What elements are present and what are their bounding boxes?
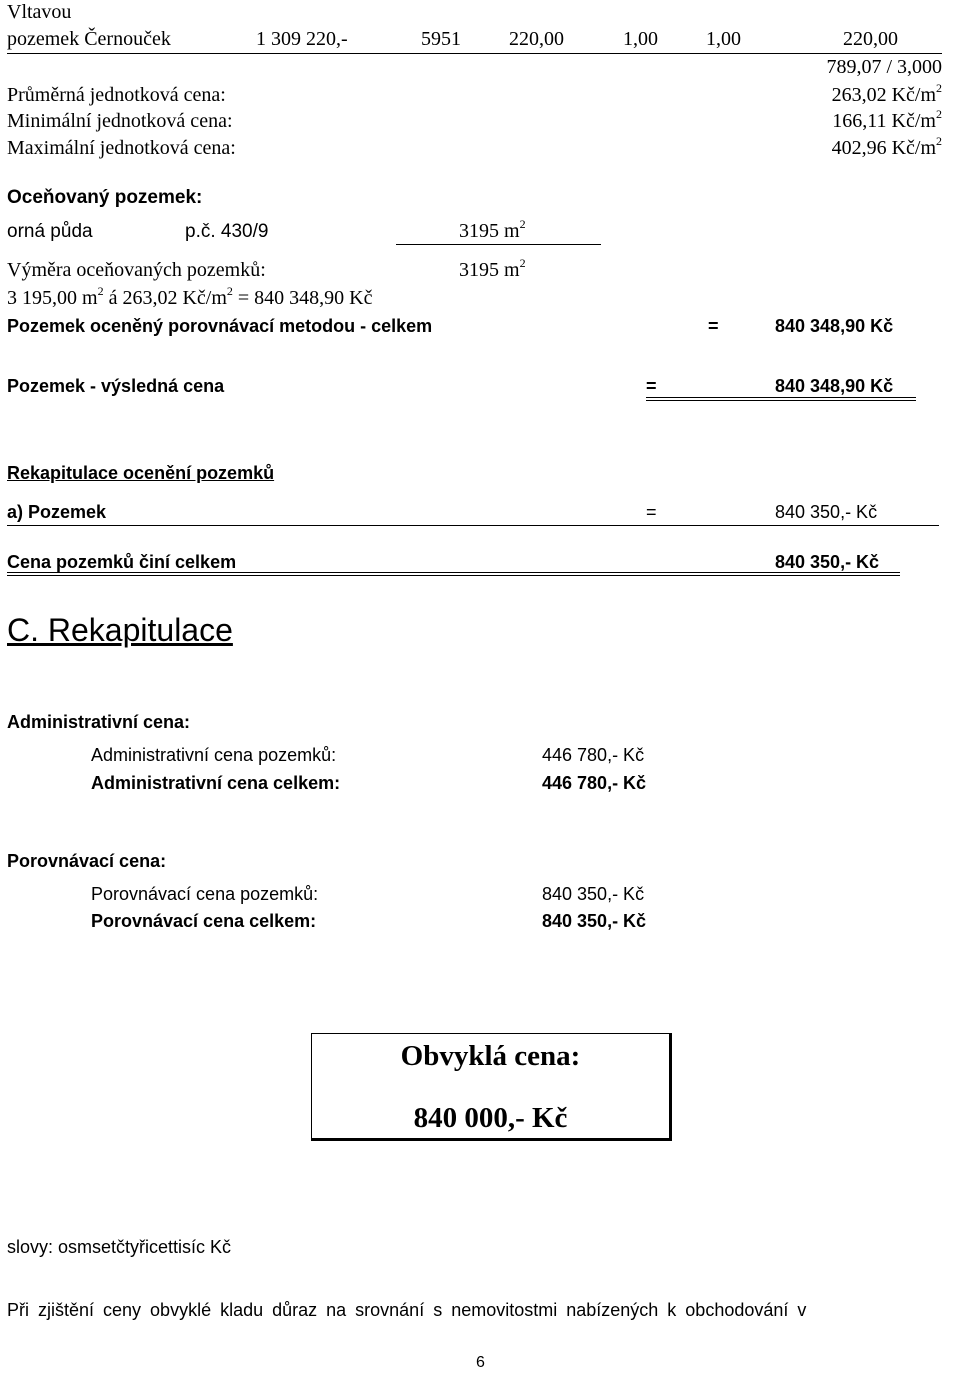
- avg-price-label: Průměrná jednotková cena:: [7, 84, 226, 106]
- area-total-value: 3195 $m^2$: [459, 256, 526, 281]
- comparative-heading: Porovnávací cena:: [7, 851, 167, 871]
- land-recap-sum-underline-1: [7, 572, 900, 573]
- comparative-total-eq: =: [708, 316, 719, 336]
- amount-in-words: slovy: osmsetčtyřicettisíc Kč: [7, 1237, 232, 1257]
- admin-land-value: 446 780,- Kč: [542, 745, 645, 765]
- comparison-row-k1: 1,00: [623, 28, 658, 50]
- valued-land-heading: Oceňovaný pozemek:: [7, 187, 203, 208]
- sum-ratio: 789,07 / 3,000: [826, 56, 942, 78]
- page-number: 6: [476, 1354, 485, 1371]
- land-recap-divider: [7, 525, 939, 526]
- table-divider: [7, 53, 942, 54]
- result-underline-2: [646, 400, 916, 401]
- parcel-number: p.č. 430/9: [185, 221, 269, 242]
- parcel-underline: [396, 244, 601, 245]
- calculation-line: 3 195,00 $m^2$ á 263,02 $Kč/m^2 = 840$ 348,90 Kč: [7, 284, 373, 309]
- comparative-total-label: Pozemek oceněný porovnávací metodou - celkem: [7, 316, 433, 336]
- min-price-value: 166,11 $Kč/m^2$: [832, 107, 942, 132]
- result-price-label: Pozemek - výsledná cena: [7, 376, 225, 396]
- result-underline-1: [646, 397, 916, 398]
- land-recap-sum-underline-2: [7, 575, 900, 576]
- land-recap-sum-label: Cena pozemků činí celkem: [7, 552, 237, 572]
- area-total-label: Výměra oceňovaných pozemků:: [7, 259, 266, 281]
- comparison-row-adjusted: 220,00: [843, 28, 898, 50]
- comparative-final-label: Porovnávací cena celkem:: [91, 911, 317, 931]
- avg-price-value: 263,02 $Kč/m^2$: [831, 81, 942, 106]
- comparison-row-area: 5951: [421, 28, 461, 50]
- comparison-row-unit-price: 220,00: [509, 28, 564, 50]
- comparative-land-value: 840 350,- Kč: [542, 884, 645, 904]
- section-c-heading: C. Rekapitulace: [7, 612, 233, 648]
- admin-total-value: 446 780,- Kč: [542, 773, 647, 793]
- land-recap-heading: Rekapitulace ocenění pozemků: [7, 463, 275, 483]
- result-price-eq: =: [646, 376, 657, 396]
- comparison-row-price: 1 309 220,-: [256, 28, 348, 50]
- admin-total-label: Administrativní cena celkem:: [91, 773, 341, 793]
- usual-price-label: Obvyklá cena:: [400, 1040, 581, 1072]
- land-recap-sum-value: 840 350,- Kč: [775, 552, 880, 572]
- parcel-area: 3195 $m^2$: [459, 217, 526, 242]
- comparative-total-value: 840 348,90 Kč: [775, 316, 894, 336]
- admin-land-label: Administrativní cena pozemků:: [91, 745, 337, 765]
- land-recap-item-value: 840 350,- Kč: [775, 502, 878, 522]
- location-label: Vltavou: [7, 1, 72, 23]
- result-price-value: 840 348,90 Kč: [775, 376, 894, 396]
- max-price-label: Maximální jednotková cena:: [7, 137, 236, 159]
- land-kind: orná půda: [7, 221, 93, 242]
- comparison-row-label: pozemek Černouček: [7, 28, 171, 50]
- admin-heading: Administrativní cena:: [7, 712, 191, 732]
- max-price-value: 402,96 $Kč/m^2$: [831, 134, 942, 159]
- land-recap-item-eq: =: [646, 502, 657, 522]
- min-price-label: Minimální jednotková cena:: [7, 110, 233, 132]
- comparison-row-k2: 1,00: [706, 28, 741, 50]
- land-recap-item-label: a) Pozemek: [7, 502, 107, 522]
- closing-note: Při zjištění ceny obvyklé kladu důraz na srovnání s nemovitostmi nabízených k obchodování v: [7, 1300, 807, 1320]
- usual-price-value: 840 000,- Kč: [413, 1102, 568, 1134]
- usual-price-box: [311, 1033, 672, 1141]
- comparative-land-label: Porovnávací cena pozemků:: [91, 884, 319, 904]
- comparative-final-value: 840 350,- Kč: [542, 911, 647, 931]
